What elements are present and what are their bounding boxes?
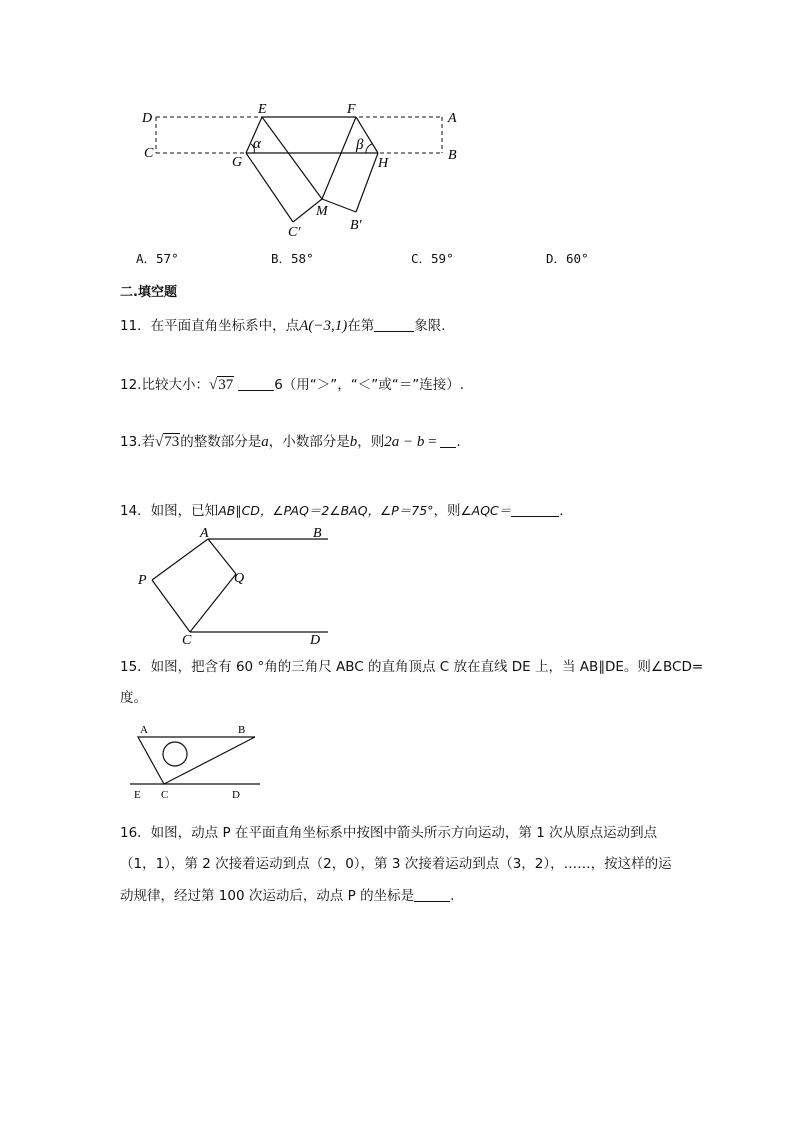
label-h: H [378,156,389,171]
label-c-prime: C′ [288,225,301,240]
label-d: D [232,789,240,801]
segment-gc-prime [246,153,293,222]
question-16-line-1: 16．如图，动点 P 在平面直角坐标系中按图中箭头所示方向运动，第 1 次从原点运动到点 [120,825,658,841]
label-b: B [448,148,457,163]
segment-fm [322,117,356,199]
question-16-line-3: 动规律，经过第 100 次运动后，动点 P 的坐标是 . [120,888,455,904]
option-d: D．60° [546,251,589,266]
label-c: C [161,789,169,801]
label-p: P [138,573,147,588]
angle-beta-arc [366,144,372,153]
figure-parallel-lines-apqc [132,522,332,646]
question-14: 14．如图，已知AB∥CD，∠PAQ＝2∠BAQ，∠P＝75°，则∠AQC＝ . [120,503,564,519]
question-16-line-2: （1，1），第 2 次接着运动到点（2，0），第 3 次接着运动到点（3，2），……，按这样的运 [120,856,672,872]
triangle-abc [138,737,255,784]
segment-b-prime-h [356,153,378,212]
question-13: 13.若√73的整数部分是a，小数部分是b，则2a − b = . [120,434,461,450]
label-a: A [200,526,209,541]
answer-blank [511,502,559,517]
label-b: B [313,526,322,541]
label-f: F [347,102,356,117]
question-11: 11．在平面直角坐标系中，点A(−3,1)在第 象限. [120,318,446,334]
segment-em [262,117,322,199]
answer-blank [238,376,274,391]
segment-ap [152,539,208,580]
option-b: B．58° [271,251,314,266]
label-d: D [310,633,321,646]
label-a: A [140,724,148,736]
question-15-line-2: 度。 [120,690,147,706]
segment-aq [208,539,236,574]
ruler-hole [163,742,187,766]
label-alpha: α [253,136,261,152]
label-c: C [182,633,192,646]
label-b-prime: B′ [350,218,362,233]
label-e: E [134,789,141,801]
section-heading: 二.填空题 [120,285,177,300]
label-m: M [316,204,328,219]
segment-qc [190,574,236,632]
option-c: C．59° [411,251,454,266]
label-q: Q [234,571,245,586]
option-a: A．57° [136,251,179,266]
label-g: G [232,155,243,170]
question-12: 12.比较大小：√37 6（用“＞”，“＜”或“＝”连接）. [120,377,465,393]
figure-folded-strip [130,98,470,240]
segment-pc [152,580,190,632]
question-15-line-1: 15．如图，把含有 60 °角的三角尺 ABC 的直角顶点 C 放在直线 DE 上，当 AB∥DE。则∠BCD= [120,659,704,675]
label-d: D [142,111,153,126]
label-a: A [448,111,457,126]
label-e: E [258,102,267,117]
answer-blank [374,317,414,332]
figure-triangle-ruler [128,720,268,804]
answer-blank [440,433,456,448]
answer-blank [414,887,450,902]
label-b: B [238,724,246,736]
label-c: C [144,146,154,161]
label-beta: β [356,137,364,153]
